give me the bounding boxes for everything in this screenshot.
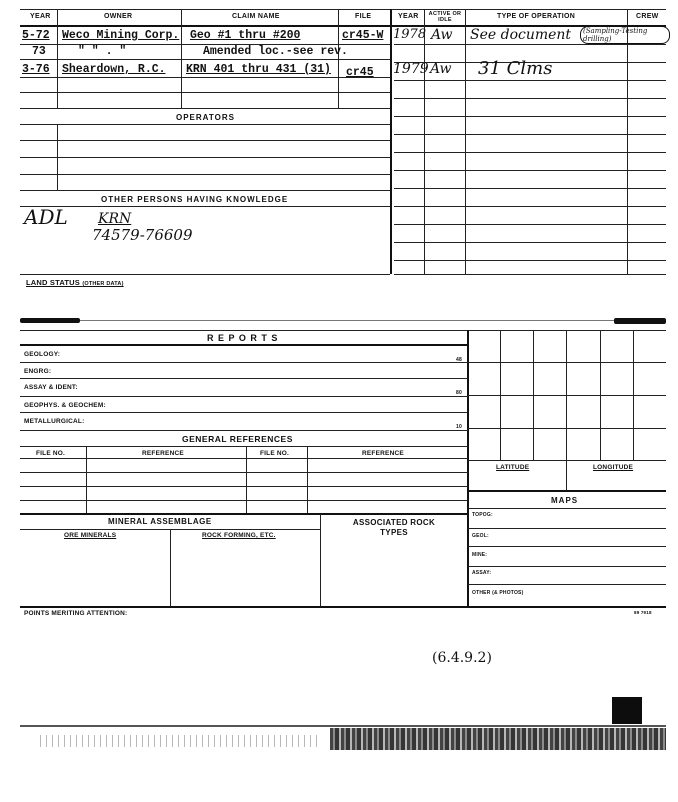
other-persons-krn: KRN	[98, 211, 132, 227]
land-status-label	[26, 278, 124, 287]
report-assay-code: 80	[456, 390, 462, 396]
other-persons-initials: ADL	[24, 205, 68, 229]
ore-minerals-label: ORE MINERALS	[64, 532, 117, 539]
rule	[20, 157, 390, 158]
form-code: 89 7918	[634, 610, 652, 615]
rule	[394, 116, 666, 117]
scan-mark	[20, 318, 80, 323]
maps-title: MAPS	[551, 496, 579, 505]
rule	[20, 472, 468, 473]
report-metallurgical: METALLURGICAL:	[24, 418, 85, 425]
rule	[20, 500, 468, 501]
rule	[627, 9, 628, 274]
op1-status: Aw	[431, 27, 453, 43]
rule	[394, 98, 666, 99]
rule	[468, 362, 666, 363]
row3-claim: KRN 401 thru 431 (31)	[186, 63, 331, 76]
header-owner: OWNER	[104, 13, 133, 20]
op1-type: See document	[470, 27, 572, 43]
rule	[468, 460, 666, 461]
scan-mark	[614, 318, 666, 324]
row3-year: 3-76	[22, 63, 50, 76]
longitude-label: LONGITUDE	[593, 464, 634, 471]
rule	[20, 77, 390, 78]
rule	[320, 514, 321, 606]
rule	[57, 9, 58, 108]
rule	[394, 224, 666, 225]
latitude-label: LATITUDE	[496, 464, 530, 471]
rule	[468, 428, 666, 429]
rock-forming-label: ROCK FORMING, ETC.	[202, 532, 276, 539]
row1-year: 5-72	[22, 29, 50, 42]
gr-col-reference: REFERENCE	[142, 450, 184, 457]
gr-col-file-no-2: FILE NO.	[260, 450, 290, 457]
rule	[20, 140, 390, 141]
associated-rock-types: ASSOCIATED ROCK TYPES	[352, 518, 436, 537]
land-status-sub: (OTHER DATA)	[82, 281, 124, 287]
rule	[86, 446, 87, 513]
report-assay: ASSAY & IDENT:	[24, 384, 78, 391]
rule	[20, 174, 390, 175]
land-status-text: LAND STATUS	[26, 278, 81, 287]
rule	[468, 546, 666, 547]
op2-year: 1979	[393, 61, 429, 77]
rule	[467, 330, 469, 606]
rule	[468, 584, 666, 585]
row2-year: 73	[32, 45, 46, 58]
rule	[20, 92, 390, 93]
row2-claim: Amended loc.-see rev.	[203, 45, 348, 58]
header-claim-name: CLAIM NAME	[232, 13, 280, 20]
rule	[20, 190, 390, 191]
rule	[20, 362, 468, 363]
rule	[468, 566, 666, 567]
rule	[20, 274, 390, 275]
rule	[20, 412, 468, 413]
rule	[394, 206, 666, 207]
maps-assay: ASSAY:	[472, 570, 492, 576]
row1-claim: Geo #1 thru #200	[190, 29, 301, 42]
rule	[468, 490, 666, 492]
rule	[394, 242, 666, 243]
maps-other: OTHER (& PHOTOS)	[472, 590, 524, 596]
rule	[20, 396, 468, 397]
op1-note: (Sampling-Testing drilling)	[580, 26, 670, 44]
gr-col-reference-2: REFERENCE	[362, 450, 404, 457]
rule	[468, 528, 666, 529]
annotation: (6.4.9.2)	[432, 650, 492, 666]
rule	[468, 395, 666, 396]
rule	[20, 430, 468, 431]
header-year: YEAR	[30, 13, 51, 20]
rule	[394, 152, 666, 153]
rule	[394, 134, 666, 135]
rule	[566, 330, 567, 490]
rule	[424, 9, 425, 274]
rule	[20, 124, 390, 125]
row3-file: cr45	[346, 66, 374, 79]
rule	[20, 513, 468, 515]
op2-type: 31 Clms	[478, 58, 553, 79]
maps-geol: GEOL:	[472, 533, 489, 539]
row1-owner: Weco Mining Corp.	[62, 29, 180, 42]
rule	[181, 9, 182, 108]
reports-title: R E P O R T S	[207, 333, 279, 343]
scan-noise	[330, 728, 666, 750]
rule	[390, 9, 392, 274]
rule	[20, 9, 666, 10]
rule	[20, 446, 468, 447]
header-year-2: YEAR	[398, 13, 419, 20]
scan-line	[20, 725, 666, 727]
report-engrg: ENGRG:	[24, 368, 52, 375]
rule	[20, 378, 468, 379]
header-type-of-operation: TYPE OF OPERATION	[497, 13, 576, 20]
other-persons-title: OTHER PERSONS HAVING KNOWLEDGE	[101, 195, 289, 204]
rule	[338, 9, 339, 108]
rule	[20, 59, 390, 60]
rule	[170, 529, 171, 606]
other-persons-range: 74579-76609	[92, 226, 193, 244]
rule	[20, 206, 390, 207]
rule	[465, 9, 466, 274]
rule	[394, 260, 666, 261]
header-active-idle: ACTIVE OR IDLE	[428, 11, 462, 23]
rule	[394, 274, 666, 275]
report-metallurgical-code: 10	[456, 424, 462, 430]
maps-mine: MINE:	[472, 552, 488, 558]
rule	[20, 108, 390, 109]
report-geology-code: 48	[456, 357, 462, 363]
header-file: FILE	[355, 13, 372, 20]
row3-owner: Sheardown, R.C.	[62, 63, 166, 76]
scan-block	[612, 697, 642, 724]
scan-noise	[40, 735, 320, 747]
op2-status: Aw	[430, 61, 452, 77]
gr-col-file-no: FILE NO.	[36, 450, 66, 457]
report-geology: GEOLOGY:	[24, 351, 61, 358]
rule	[57, 124, 58, 190]
points-meriting-label: POINTS MERITING ATTENTION:	[24, 610, 128, 617]
rule	[394, 188, 666, 189]
row1-file: cr45-W	[342, 29, 384, 42]
rule	[20, 458, 468, 459]
scan-line	[80, 320, 616, 321]
rule	[394, 44, 666, 45]
rule	[307, 446, 308, 513]
op1-year: 1978	[393, 27, 427, 42]
rule	[468, 508, 666, 509]
row2-owner: " " . "	[78, 45, 127, 58]
header-crew: CREW	[636, 13, 659, 20]
operators-title: OPERATORS	[176, 113, 235, 122]
rule	[20, 330, 666, 331]
general-references-title: GENERAL REFERENCES	[182, 434, 293, 444]
rule	[20, 606, 666, 608]
rule	[394, 170, 666, 171]
maps-topog: TOPOG:	[472, 512, 493, 518]
rule	[394, 80, 666, 81]
rule	[20, 486, 468, 487]
mineral-assemblage-title: MINERAL ASSEMBLAGE	[108, 517, 212, 526]
report-geophys: GEOPHYS. & GEOCHEM:	[24, 402, 106, 409]
rule	[20, 344, 468, 346]
rule	[246, 446, 247, 513]
